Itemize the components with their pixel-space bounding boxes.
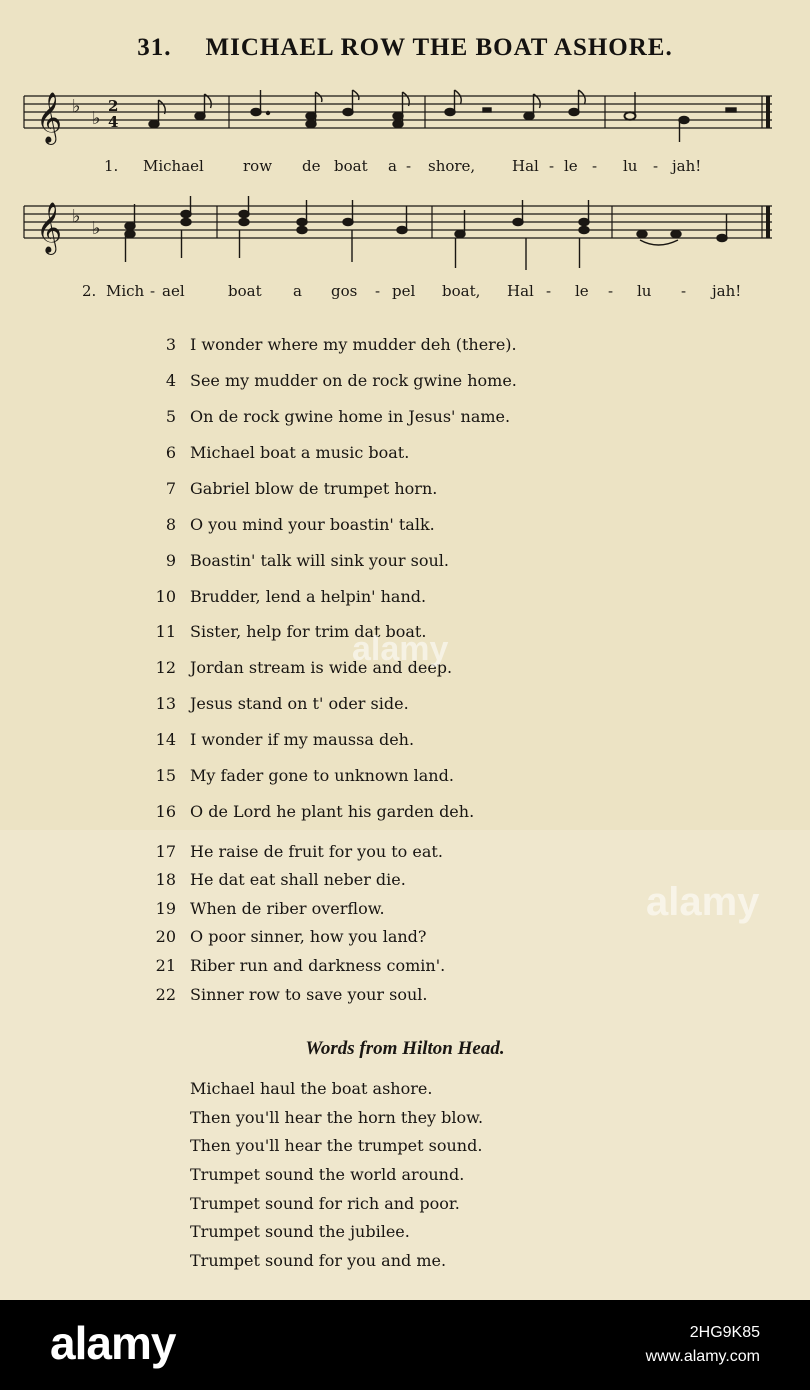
verse-text: Michael boat a music boat. bbox=[190, 443, 410, 462]
verse-text: O de Lord he plant his garden deh. bbox=[190, 802, 475, 821]
flat-icon: ♭ bbox=[92, 108, 101, 129]
verse-text: Then you'll hear the horn they blow. bbox=[190, 1108, 484, 1127]
lyric-syllable: a bbox=[388, 157, 397, 175]
verse-line bbox=[140, 985, 700, 1007]
lyric-syllable: - bbox=[549, 157, 555, 175]
verse-text: He dat eat shall neber die. bbox=[190, 870, 406, 889]
verse-number: 9 bbox=[165, 551, 176, 570]
verse-text: Sister, help for trim dat boat. bbox=[190, 622, 427, 641]
watermark-logo: alamy bbox=[646, 880, 760, 924]
lyric-syllable: boat, bbox=[442, 282, 481, 300]
verse-number: 10 bbox=[155, 587, 176, 606]
lyric-syllable: ael bbox=[162, 282, 185, 300]
verse-number: 4 bbox=[165, 371, 176, 390]
verse-line bbox=[140, 899, 700, 921]
lyric-syllable: - bbox=[546, 282, 552, 300]
verse-line bbox=[140, 870, 700, 892]
verse-text: Riber run and darkness comin'. bbox=[190, 956, 446, 975]
verse-line bbox=[140, 802, 700, 824]
verse-line bbox=[140, 842, 700, 864]
verse-text: My fader gone to unknown land. bbox=[190, 766, 454, 785]
verse-line bbox=[140, 730, 700, 752]
lyric-syllable: a bbox=[293, 282, 302, 300]
verse-line bbox=[140, 658, 700, 680]
lyric-syllable: shore, bbox=[428, 157, 476, 175]
lyric-syllable: - bbox=[681, 282, 687, 300]
verse-number: 13 bbox=[155, 694, 176, 713]
verse-number: 7 bbox=[165, 479, 176, 498]
svg-text:4: 4 bbox=[108, 113, 119, 131]
verse-text: Trumpet sound the jubilee. bbox=[190, 1222, 410, 1241]
verse-text: On de rock gwine home in Jesus' name. bbox=[190, 407, 511, 426]
verse-line bbox=[140, 766, 700, 788]
lyric-syllable: 2. bbox=[82, 282, 97, 300]
verse-text: See my mudder on de rock gwine home. bbox=[190, 371, 517, 390]
verse-number: 20 bbox=[155, 927, 176, 946]
verse-text: Michael haul the boat ashore. bbox=[190, 1079, 433, 1098]
verse-number: 11 bbox=[155, 622, 176, 641]
music-staff-1 bbox=[0, 82, 810, 162]
verse-text: Trumpet sound for you and me. bbox=[190, 1251, 447, 1270]
lyric-syllable: jah! bbox=[712, 282, 742, 300]
verse-number: 5 bbox=[165, 407, 176, 426]
verse-line bbox=[140, 551, 700, 573]
verse-line bbox=[140, 371, 700, 393]
lyric-syllable: pel bbox=[392, 282, 416, 300]
verse-text: I wonder where my mudder deh (there). bbox=[190, 335, 517, 354]
verse-line bbox=[140, 479, 700, 501]
verse-text: Brudder, lend a helpin' hand. bbox=[190, 587, 427, 606]
song-number: 31. bbox=[137, 34, 172, 61]
lyric-syllable: Hal bbox=[512, 157, 539, 175]
lyric-syllable: row bbox=[243, 157, 273, 175]
verse-text: Then you'll hear the trumpet sound. bbox=[190, 1136, 483, 1155]
verse-number: 8 bbox=[165, 515, 176, 534]
lyrics-line-1 bbox=[0, 157, 810, 179]
lyric-syllable: 1. bbox=[104, 157, 119, 175]
verse-number: 6 bbox=[165, 443, 176, 462]
verse-line bbox=[140, 407, 700, 429]
verse-text: When de riber overflow. bbox=[190, 899, 385, 918]
lyric-syllable: de bbox=[302, 157, 321, 175]
verse-number: 21 bbox=[155, 956, 176, 975]
svg-text:2: 2 bbox=[108, 97, 119, 115]
verse-line bbox=[140, 515, 700, 537]
lyric-syllable: Mich bbox=[106, 282, 145, 300]
verse-text: Jesus stand on t' oder side. bbox=[190, 694, 409, 713]
verse-number: 17 bbox=[155, 842, 176, 861]
lyric-syllable: le bbox=[575, 282, 589, 300]
verse-text: O poor sinner, how you land? bbox=[190, 927, 427, 946]
flat-icon: ♭ bbox=[72, 206, 81, 227]
lyrics-line-2 bbox=[0, 282, 810, 304]
music-staff-2 bbox=[0, 192, 810, 282]
verse-line bbox=[140, 694, 700, 716]
verse-number: 14 bbox=[155, 730, 176, 749]
watermark-url: www.alamy.com bbox=[645, 1348, 760, 1365]
lyric-syllable: gos bbox=[331, 282, 358, 300]
verse-text: Trumpet sound the world around. bbox=[190, 1165, 465, 1184]
flat-icon: ♭ bbox=[92, 218, 101, 239]
verse-number: 3 bbox=[165, 335, 176, 354]
treble-clef-icon: 𝄞 bbox=[36, 202, 63, 253]
verse-number: 22 bbox=[155, 985, 176, 1004]
verse-line bbox=[140, 622, 700, 644]
lyric-syllable: le bbox=[564, 157, 578, 175]
verse-line bbox=[140, 443, 700, 465]
image-id: 2HG9K85 bbox=[689, 1324, 760, 1341]
lyric-syllable: - bbox=[608, 282, 614, 300]
song-title bbox=[0, 34, 810, 62]
watermark-footer bbox=[0, 1300, 810, 1390]
verse-text: O you mind your boastin' talk. bbox=[190, 515, 435, 534]
lyric-syllable: boat bbox=[228, 282, 262, 300]
verse-text: Boastin' talk will sink your soul. bbox=[190, 551, 449, 570]
lyric-syllable: Michael bbox=[143, 157, 204, 175]
lyric-syllable: lu bbox=[623, 157, 638, 175]
verse-text: I wonder if my maussa deh. bbox=[190, 730, 415, 749]
watermark-logo: alamy bbox=[352, 630, 449, 668]
verse-text: Trumpet sound for rich and poor. bbox=[190, 1194, 460, 1213]
verse-number: 19 bbox=[155, 899, 176, 918]
verse-text: Jordan stream is wide and deep. bbox=[190, 658, 453, 677]
flat-icon: ♭ bbox=[72, 96, 81, 117]
lyric-syllable: jah! bbox=[672, 157, 702, 175]
verse-text: Sinner row to save your soul. bbox=[190, 985, 428, 1004]
lyric-syllable: Hal bbox=[507, 282, 534, 300]
lyric-syllable: - bbox=[592, 157, 598, 175]
section-heading: Words from Hilton Head. bbox=[305, 1038, 505, 1059]
verse-line bbox=[140, 587, 700, 609]
song-title-text: MICHAEL ROW THE BOAT ASHORE. bbox=[205, 34, 673, 61]
verse-line bbox=[140, 956, 700, 978]
verse-number: 15 bbox=[155, 766, 176, 785]
verse-number: 16 bbox=[155, 802, 176, 821]
lyric-syllable: - bbox=[150, 282, 156, 300]
verse-text: Gabriel blow de trumpet horn. bbox=[190, 479, 438, 498]
lyric-syllable: - bbox=[375, 282, 381, 300]
verse-number: 12 bbox=[155, 658, 176, 677]
verse-line bbox=[140, 335, 700, 357]
lyric-syllable: - bbox=[653, 157, 659, 175]
verse-text: He raise de fruit for you to eat. bbox=[190, 842, 443, 861]
lyric-syllable: - bbox=[406, 157, 412, 175]
verse-number: 18 bbox=[155, 870, 176, 889]
alamy-logo: alamy bbox=[50, 1317, 176, 1369]
lyric-syllable: boat bbox=[334, 157, 368, 175]
treble-clef-icon: 𝄞 bbox=[36, 92, 63, 143]
lyric-syllable: lu bbox=[637, 282, 652, 300]
verse-line bbox=[140, 927, 700, 949]
